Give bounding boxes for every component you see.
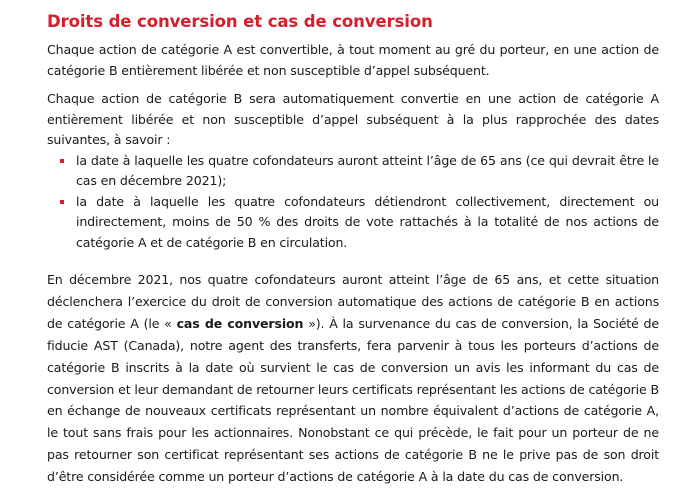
list-item-text: la date à laquelle les quatre cofondateurs auront atteint l’âge de 65 ans (ce qui devrait être le cas en décembre 2021); xyxy=(76,152,659,188)
conversion-dates-list xyxy=(47,151,659,254)
square-bullet-icon xyxy=(60,159,64,163)
paragraph-text-start: En décembre 2021, nos quatre cofondateurs auront atteint l’âge de 65 ans, et cette situation déclenchera l’exercice du droit de conversion automatique des actions de catégorie B en actions de catégorie A (le « xyxy=(47,272,659,331)
paragraph-text-end: »). À la survenance du cas de conversion, la Société de fiducie AST (Canada), notre agent des transferts, fera parvenir à tous les porteurs d’actions de catégorie B inscrits à la date où survient le cas de conversion un avis les informant du cas de conversion et leur demandant de retourner leurs certificats représentant les actions de catégorie B en échange de nouveaux certificats représentant un nombre équivalent d’actions de catégorie A, le tout sans frais pour les actionnaires. Nonobstant ce qui précède, le fait pour un porteur de ne pas retourner son certificat représentant ses actions de catégorie B ne le prive pas de son droit d’être considérée comme un porteur d’actions de catégorie A à la date du cas de conversion. xyxy=(47,315,659,485)
paragraph-conversion-event xyxy=(47,269,659,488)
list-item xyxy=(47,192,659,254)
square-bullet-icon xyxy=(60,200,64,204)
list-item xyxy=(47,151,659,192)
paragraph-class-a-conversion: Chaque action de catégorie A est convertible, à tout moment au gré du porteur, en une action de catégorie B entièrement libérée et non susceptible d’appel subséquent. xyxy=(47,42,659,78)
list-item-text: la date à laquelle les quatre cofondateurs détiendront collectivement, directement ou indirectement, moins de 50 % des droits de vote rattachés à la totalité de nos actions de catégorie A et de catégorie B en circulation. xyxy=(76,193,659,250)
section-heading: Droits de conversion et cas de conversion xyxy=(47,12,433,31)
paragraph-class-b-conversion: Chaque action de catégorie B sera automatiquement convertie en une action de catégorie A entièrement libérée et non susceptible d’appel subséquent à la plus rapprochée des dates suivantes, à savoir : xyxy=(47,91,659,147)
defined-term: cas de conversion xyxy=(176,315,304,331)
document-page xyxy=(47,10,659,488)
